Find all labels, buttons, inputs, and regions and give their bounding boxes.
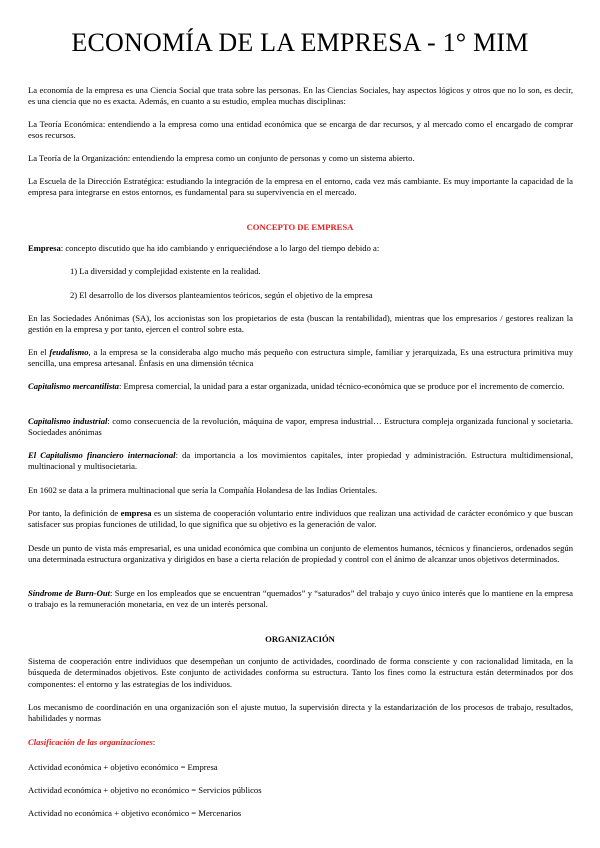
burn-out-paragraph: [28, 588, 573, 611]
mercantilista-term: Capitalismo mercantilista: [28, 381, 119, 391]
clasificacion-term: Clasificación de las organizaciones: [28, 737, 153, 747]
burn-out-term: Síndrome de Burn-Out: [28, 588, 110, 598]
punto-vista-paragraph: Desde un punto de vista más empresarial, es una unidad económica que combina un conjunto de elementos humanos, técnicos y financieros, ordenados según una determinada estructura organizativa y dirigidos en base a cierta relación de propiedad y control con el ánimo de alcanzar unos objetivos determinados.: [28, 543, 573, 565]
burn-out-text: : Surge en los empleados que se encuentran “quemados” y “saturados” del trabajo y cuyo único interés que lo mantiene en la empresa o trabajo es la remuneración monetaria, en vez de un interés personal.: [28, 588, 573, 610]
list-item: Actividad no económica + objetivo económico = Mercenarios: [28, 808, 242, 818]
definicion-text: es un sistema de cooperación voluntario entre individuos que realizan una actividad de carácter económico y que buscan satisfacer sus propias funciones de utilidad, lo que significa que su objetivo es la generación de valor.: [28, 508, 573, 530]
mercantilista-paragraph: [28, 381, 573, 392]
organizacion-paragraph: Sistema de cooperación entre individuos que desempeñan un conjunto de actividades, coordinado de forma consciente y con racionalidad limitada, en la búsqueda de determinados objetivos. Este conjunto de actividades conforma su estructura. Tanto los fines como la estructura están determinados por dos componentes: el entorno y las estrategias de los individuos.: [28, 656, 573, 689]
page-title: ECONOMÍA DE LA EMPRESA - 1° MIM: [71, 28, 529, 57]
teoria-organizacion-paragraph: La Teoría de la Organización: entendiendo la empresa como un conjunto de personas y como un sistema abierto.: [28, 153, 415, 163]
industrial-paragraph: [28, 416, 573, 439]
financiero-paragraph: [28, 450, 573, 473]
clasificacion-colon: :: [152, 737, 156, 747]
empresa-text: : concepto discutido que ha ido cambiando y enriqueciéndose a lo largo del tiempo debido a:: [60, 243, 380, 253]
teoria-economica-paragraph: La Teoría Económica: entendiendo a la empresa como una entidad económica que se encarga de dar recursos, y al mercado como el encargado de comprar esos recursos.: [28, 119, 573, 141]
clasificacion-heading: [28, 737, 573, 748]
financiero-term: El Capitalismo financiero internacional: [28, 450, 176, 460]
organizacion-heading: ORGANIZACIÓN: [265, 634, 335, 644]
list-item: 1) La diversidad y complejidad existente en la realidad.: [70, 266, 261, 276]
definicion-prefix: Por tanto, la definición de: [28, 508, 121, 518]
concepto-heading: CONCEPTO DE EMPRESA: [246, 222, 354, 232]
industrial-text: : como consecuencia de la revolución, máquina de vapor, empresa industrial… Estructura compleja organizada funcional y societaria. Sociedades anónimas: [28, 416, 573, 438]
list-item: Actividad económica + objetivo económico = Empresa: [28, 762, 218, 772]
feudalismo-paragraph: [28, 347, 573, 370]
definicion-term: empresa: [120, 508, 152, 518]
feudalismo-prefix: En el: [28, 347, 50, 357]
coordinacion-paragraph: Los mecanismo de coordinación en una organización son el ajuste mutuo, la supervisión directa y la estandarización de los procesos de trabajo, resultados, habilidades y normas: [28, 702, 573, 724]
empresa-term: Empresa: [28, 243, 61, 253]
definicion-paragraph: [28, 508, 573, 531]
feudalismo-text: , a la empresa se la consideraba algo mucho más pequeño con estructura simple, familiar y jerarquizada, Es una estructura primitiva muy sencilla, una empresa artesanal. Énfasis en una dimensión técnica: [28, 347, 574, 369]
feudalismo-term: feudalismo: [49, 347, 89, 357]
financiero-text: : da importancia a los movimientos capitales, inter propiedad y administración. Estructura multidimensional, multinacional y multisocietaria.: [28, 450, 573, 472]
direccion-estrategica-paragraph: La Escuela de la Dirección Estratégica: estudiando la integración de la empresa en el entorno, cada vez más cambiante. Es muy importante la capacidad de la empresa para integrarse en estos entornos, es fundamental para su supervivencia en el mercado.: [28, 176, 573, 198]
empresa-paragraph: [28, 243, 573, 254]
sa-paragraph: En las Sociedades Anónimas (SA), los accionistas son los propietarios de esta (buscan la rentabilidad), mientras que los empresarios / gestores realizan la gestión en la empresa y por tanto, ejercen el control sobre esta.: [28, 313, 573, 335]
list-item: 2) El desarrollo de los diversos planteamientos teóricos, según el objetivo de la empresa: [70, 290, 373, 300]
intro-paragraph: La economía de la empresa es una Ciencia Social que trata sobre las personas. En las Ciencias Sociales, hay aspectos lógicos y otros que no lo son, es decir, es una ciencia que no es exacta. Además, en cuanto a su estudio, emplea muchas disciplinas:: [28, 85, 573, 107]
industrial-term: Capitalismo industrial: [28, 416, 108, 426]
list-item: Actividad económica + objetivo no económico = Servicios públicos: [28, 785, 262, 795]
year-1602-paragraph: En 1602 se data a la primera multinacional que sería la Compañía Holandesa de las Indias Orientales.: [28, 485, 378, 495]
mercantilista-text: : Empresa comercial, la unidad para a estar organizada, unidad técnico-económica que se produce por el incremento de comercio.: [118, 381, 565, 391]
